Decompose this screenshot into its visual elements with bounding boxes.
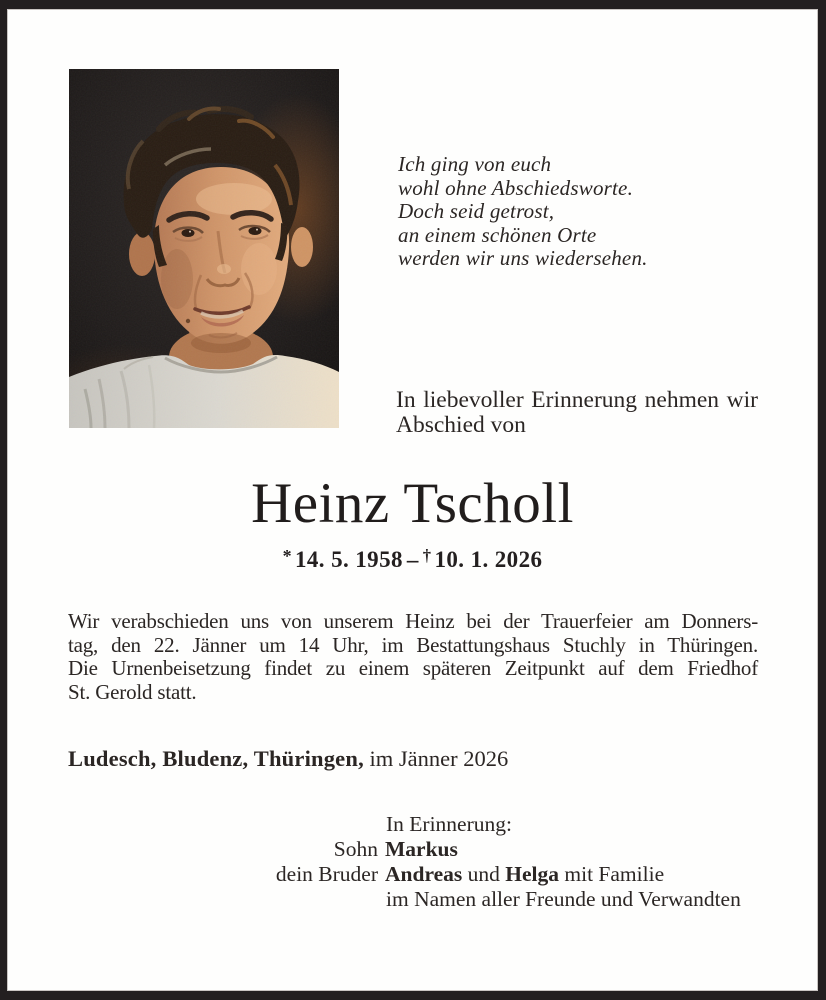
mourner-row [8,837,817,862]
poem-line: wohl ohne Abschiedsworte. [398,175,634,200]
mourner-names [385,837,458,862]
dateline [68,746,508,772]
mourner-label: Sohn [333,837,378,861]
dateline-places: Ludesch, Bludenz, Thüringen, [68,746,364,771]
portrait-photo [69,69,339,428]
intro-line: In liebevoller Erinnerung nehmen wir [396,387,758,413]
birth-symbol: * [282,546,292,566]
mourner-name: Helga [505,862,560,886]
death-date: 10. 1. 2026 [434,547,543,572]
dateline-date: im Jänner 2026 [369,746,509,771]
mourner-names [385,862,664,887]
poem-line: an einem schönen Orte [398,222,597,247]
mourner-conjunction: und [462,862,506,886]
farewell-poem [398,153,648,271]
mourner-row [8,862,817,887]
funeral-announcement [68,610,758,704]
portrait-illustration [69,69,339,428]
life-dates [8,546,817,573]
deceased-name: Heinz Tscholl [251,472,574,535]
mourner-label: dein Bruder [275,862,378,886]
announcement-line: St. Gerold statt. [68,679,197,704]
announcement-line: Wir verabschieden uns von unserem Heinz bei der Trauerfeier am Donners- [68,609,758,633]
date-separator: – [406,547,419,572]
poem-line: Doch seid getrost, [398,199,555,223]
mourner-name: Andreas [385,862,463,886]
mourner-suffix: mit Familie [559,862,665,886]
memorial-heading: In Erinnerung: [386,812,512,836]
announcement-line: tag, den 22. Jänner um 14 Uhr, im Bestattungshaus Stuchly in Thüringen. [68,632,758,657]
poem-line: werden wir uns wiedersehen. [398,246,648,270]
announcement-line: Die Urnenbeisetzung findet zu einem späteren Zeitpunkt auf dem Friedhof [68,656,758,680]
intro-text [396,388,758,437]
intro-line: Abschied von [396,411,526,438]
memorial-section [8,812,817,912]
birth-date: 14. 5. 1958 [294,547,403,572]
memorial-closing: im Namen aller Freunde und Verwandten [386,887,741,911]
death-symbol: † [422,546,432,565]
poem-line: Ich ging von euch [398,152,552,176]
mourner-name: Markus [385,837,458,861]
obituary-card [8,10,817,990]
